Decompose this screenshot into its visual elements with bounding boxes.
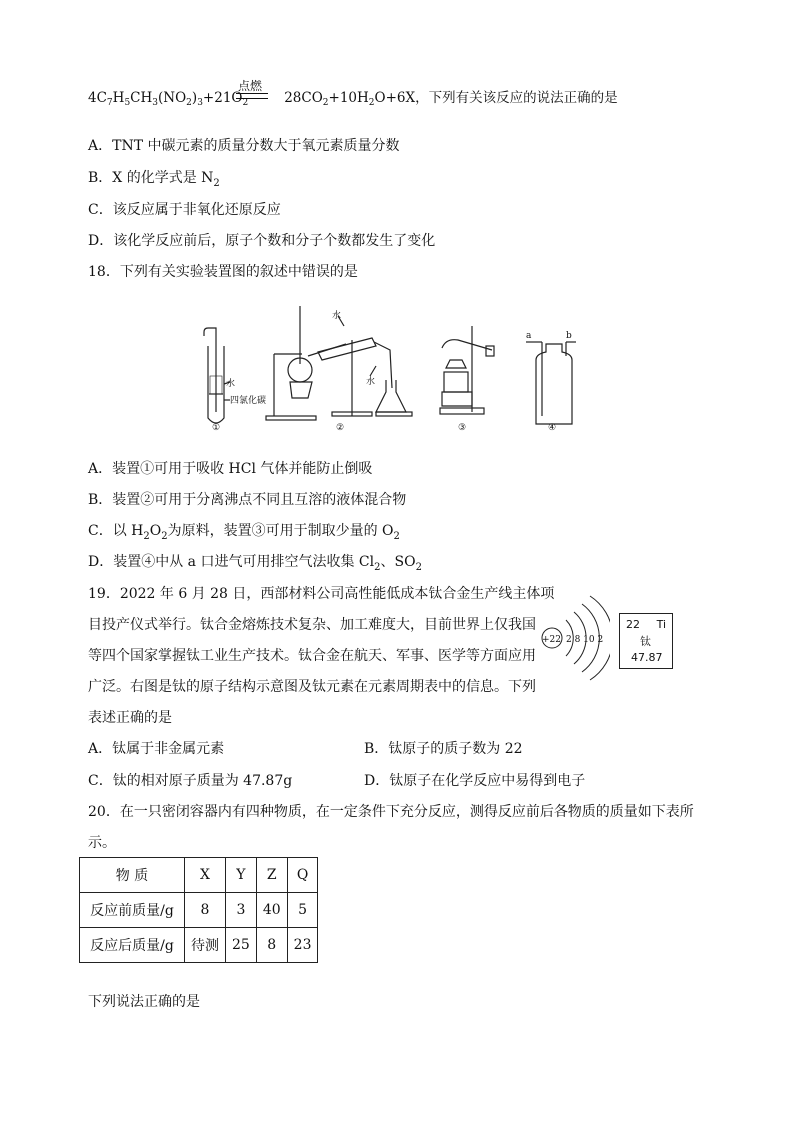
q19-option-a: A．钛属于非金属元素: [88, 741, 225, 757]
q19-line-3: 等四个国家掌握钛工业生产技术。钛合金在航天、军事、医学等方面应用: [88, 648, 536, 664]
label-b: b: [566, 331, 572, 341]
element-symbol: Ti: [656, 618, 666, 631]
q19-line-1: 19．2022 年 6 月 28 日，西部材料公司高性能低成本钛合金生产线主体项: [88, 586, 555, 602]
atomic-number: 22: [626, 618, 640, 631]
q19-option-b: B．钛原子的质子数为 22: [364, 741, 523, 757]
label-ccl4: 四氯化碳: [230, 396, 267, 406]
table-cell: 25: [226, 928, 257, 963]
q18-option-a: A．装置①可用于吸收 HCl 气体并能防止倒吸: [88, 461, 373, 477]
q18-option-c: C．以 $H_2O_2$为原料，装置③可用于制取少量的 $O_2$: [88, 523, 400, 542]
q20-after: 下列说法正确的是: [88, 994, 200, 1010]
table-cell: Y: [226, 858, 257, 893]
chemical-equation: $4C_7H_5CH_3(NO_2)_3+21O_2$ $28CO_2+10H_2O+6X$，下列有关该反应的说法正确的是: [88, 90, 618, 108]
label-a: a: [526, 331, 532, 341]
table-cell: 待测: [185, 928, 226, 963]
q19-line-4: 广泛。右图是钛的原子结构示意图及钛元素在元素周期表中的信息。下列: [88, 679, 536, 695]
q17-option-b-text: B．X 的化学式是 N: [88, 170, 214, 186]
atomic-mass: 47.87: [631, 651, 663, 664]
table-cell: 40: [256, 893, 287, 928]
table-row: [80, 928, 318, 963]
atom-nucleus: +22: [542, 635, 561, 645]
table-header-row: [80, 858, 318, 893]
q18-option-d: D．装置④中从 a 口进气可用排空气法收集 $Cl_2$、$SO_2$: [88, 554, 422, 573]
table-cell: 5: [287, 893, 318, 928]
q17-option-c: C．该反应属于非氧化还原反应: [88, 202, 281, 218]
table-cell: X: [185, 858, 226, 893]
table-cell: 物 质: [80, 858, 185, 893]
q18-option-c-mid: 为原料，装置③可用于制取少量的 O: [167, 523, 394, 539]
q18-option-c-pre: C．以 H: [88, 523, 144, 539]
q18-option-d-pre: D．装置④中从 a 口进气可用排空气法收集 Cl: [88, 554, 375, 570]
label-n4: ④: [548, 423, 557, 432]
lab-apparatus-figure: [196, 296, 586, 432]
label-water-1: 水: [226, 379, 236, 389]
q17-option-d: D．该化学反应前后，原子个数和分子个数都发生了变化: [88, 233, 436, 249]
q17-option-a: A．TNT 中碳元素的质量分数大于氧元素质量分数: [88, 138, 400, 154]
titanium-atom-diagram: [536, 592, 610, 684]
q17-option-b: B．X 的化学式是 $N_2$: [88, 170, 220, 189]
q19-option-d: D．钛原子在化学反应中易得到电子: [364, 773, 586, 789]
label-water-2: 水: [332, 311, 342, 321]
q20-stem-2: 示。: [88, 835, 116, 851]
label-n3: ③: [458, 423, 467, 432]
mass-table: [79, 857, 318, 963]
q19-line-2: 目投产仪式举行。钛合金熔炼技术复杂、加工难度大，目前世界上仅我国: [88, 617, 536, 633]
equation-tail: ，下列有关该反应的说法正确的是: [415, 90, 618, 106]
periodic-table-cell: [619, 613, 673, 669]
label-water-3: 水: [366, 377, 376, 387]
table-row: [80, 893, 318, 928]
table-cell: 反应前质量/g: [80, 893, 185, 928]
table-cell: 23: [287, 928, 318, 963]
atom-shells: 2 8 10 2: [566, 635, 604, 645]
q19-line-5: 表述正确的是: [88, 710, 172, 726]
table-cell: Q: [287, 858, 318, 893]
q18-stem: 18．下列有关实验装置图的叙述中错误的是: [88, 264, 358, 280]
table-cell: 反应后质量/g: [80, 928, 185, 963]
table-cell: Z: [256, 858, 287, 893]
q19-option-c: C．钛的相对原子质量为 47.87g: [88, 773, 293, 789]
label-n1: ①: [212, 423, 221, 432]
q20-stem-1: 20．在一只密闭容器内有四种物质，在一定条件下充分反应，测得反应前后各物质的质量如下表所: [88, 804, 694, 820]
reaction-condition: 点燃: [238, 79, 263, 93]
label-n2: ②: [336, 423, 345, 432]
element-name: 钛: [640, 635, 651, 648]
table-cell: 3: [226, 893, 257, 928]
table-cell: 8: [185, 893, 226, 928]
table-cell: 8: [256, 928, 287, 963]
q18-option-d-mid: 、SO: [380, 554, 416, 570]
q18-option-b: B．装置②可用于分离沸点不同且互溶的液体混合物: [88, 492, 407, 508]
